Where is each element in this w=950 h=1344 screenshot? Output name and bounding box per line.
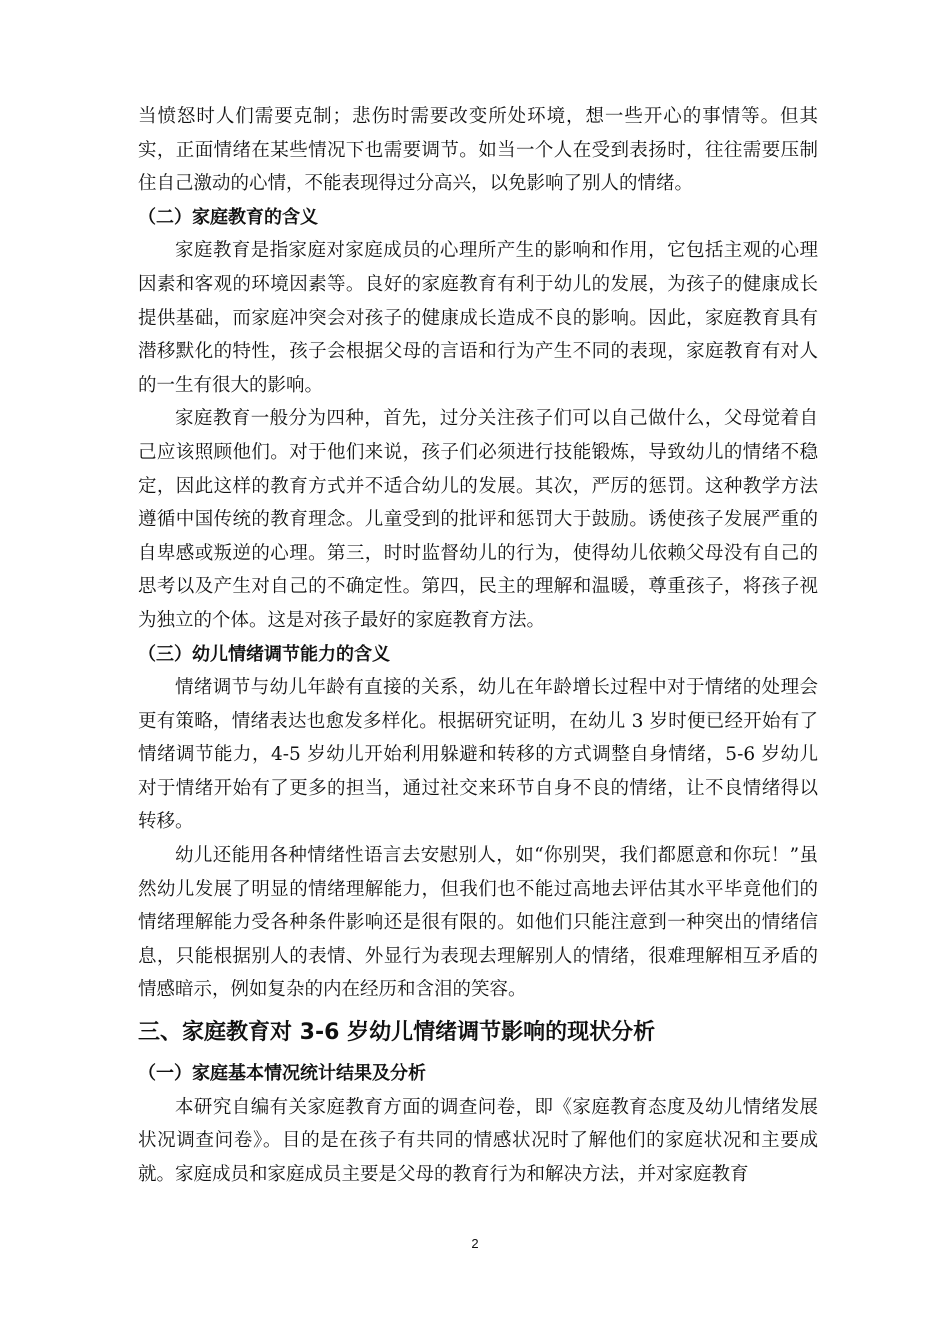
paragraph-family-education-types: 家庭教育一般分为四种，首先，过分关注孩子们可以自己做什么，父母觉着自己应该照顾他们。对于他们来说，孩子们必须进行技能锻炼，导致幼儿的情绪不稳定，因此这样的教育方式并不适合幼儿的发展。其次，严厉的惩罚。这种教学方法遵循中国传统的教育理念。儿童受到的批评和惩罚大于鼓励。诱使孩子发展严重的自卑感或叛逆的心理。第三，时时监督幼儿的行为，使得幼儿依赖父母没有自己的思考以及产生对自己的不确定性。第四，民主的理解和温暖，尊重孩子，将孩子视为独立的个体。这是对孩子最好的家庭教育方法。: [138, 408, 818, 631]
document-body: [138, 100, 818, 1191]
section-heading-family-statistics: （一）家庭基本情况统计结果及分析: [138, 1063, 426, 1085]
paragraph-family-education-definition: 家庭教育是指家庭对家庭成员的心理所产生的影响和作用，它包括主观的心理因素和客观的环境因素等。良好的家庭教育有利于幼儿的发展，为孩子的健康成长提供基础，而家庭冲突会对孩子的健康成长造成不良的影响。因此，家庭教育具有潜移默化的特性，孩子会根据父母的言语和行为产生不同的表现，家庭教育有对人的一生有很大的影响。: [138, 240, 818, 396]
page-number: 2: [471, 1236, 479, 1251]
section-heading-emotion-regulation-meaning: （三）幼儿情绪调节能力的含义: [138, 643, 390, 665]
paragraph-comforting-language: 幼儿还能用各种情绪性语言去安慰别人，如“你别哭，我们都愿意和你玩！”虽然幼儿发展了明显的情绪理解能力，但我们也不能过高地去评估其水平毕竟他们的情绪理解能力受各种条件影响还是很有限的。如他们只能注意到一种突出的情绪信息，只能根据别人的表情、外显行为表现去理解别人的情绪，很难理解相互矛盾的情感暗示，例如复杂的内在经历和含泪的笑容。: [138, 845, 818, 1001]
paragraph-emotion-regulation-cont: 当愤怒时人们需要克制；悲伤时需要改变所处环境，想一些开心的事情等。但其实，正面情绪在某些情况下也需要调节。如当一个人在受到表扬时，往往需要压制住自己激动的心情，不能表现得过分高兴，以免影响了别人的情绪。: [138, 106, 818, 195]
paragraph-age-and-regulation: 情绪调节与幼儿年龄有直接的关系，幼儿在年龄增长过程中对于情绪的处理会更有策略，情绪表达也愈发多样化。根据研究证明，在幼儿 3 岁时便已经开始有了情绪调节能力，4-5 岁幼儿开始利用躲避和转移的方式调整自身情绪，5-6 岁幼儿对于情绪开始有了更多的担当，通过社交来环节自身不良的情绪，让不良情绪得以转移。: [138, 677, 818, 833]
section-heading-family-education-meaning: （二）家庭教育的含义: [138, 206, 318, 228]
chapter-heading-status-analysis: 三、家庭教育对 3-6 岁幼儿情绪调节影响的现状分析: [138, 1020, 656, 1046]
paragraph-questionnaire: 本研究自编有关家庭教育方面的调查问卷，即《家庭教育态度及幼儿情绪发展状况调查问卷》。目的是在孩子有共同的情感状况时了解他们的家庭状况和主要成就。家庭成员和家庭成员主要是父母的教育行为和解决方法，并对家庭教育: [138, 1096, 818, 1185]
